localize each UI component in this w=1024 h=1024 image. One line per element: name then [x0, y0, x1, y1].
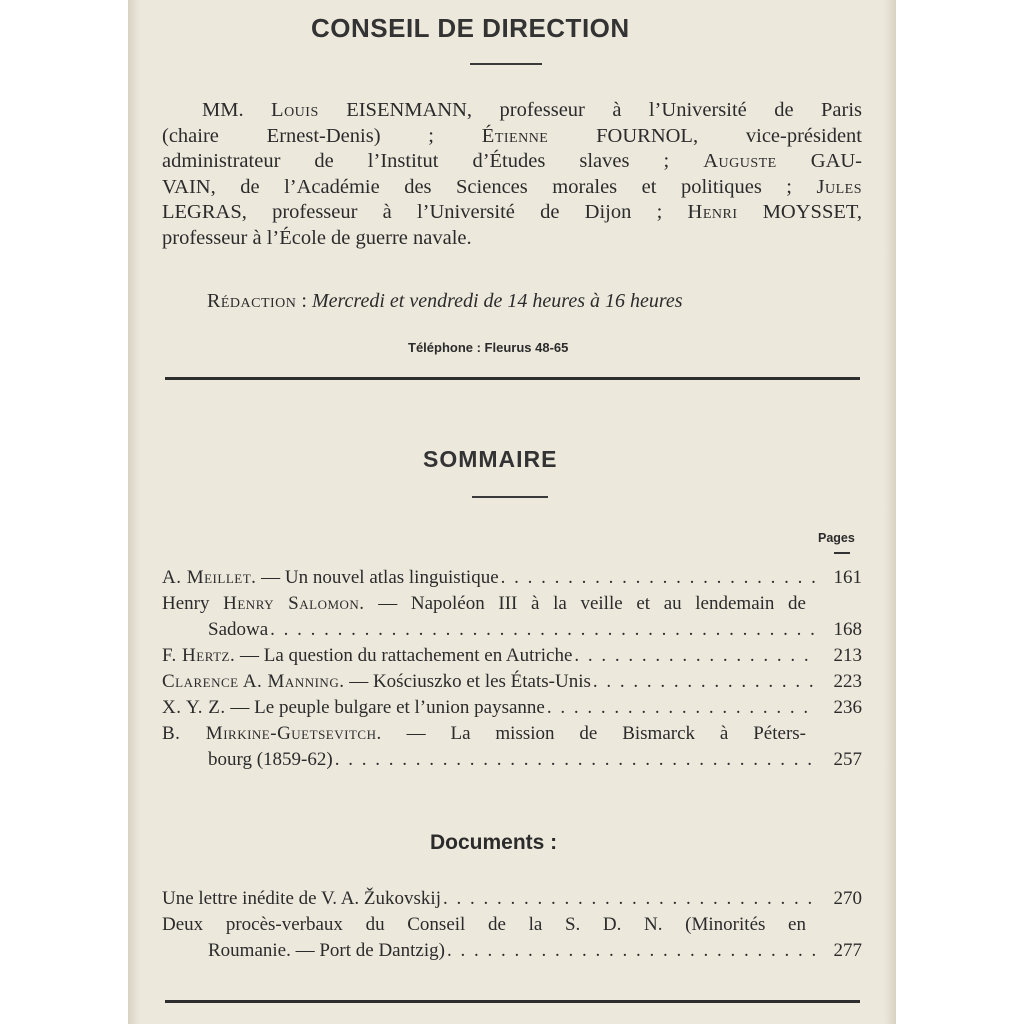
conseil-title: CONSEIL DE DIRECTION	[311, 13, 630, 43]
toc-entry: Clarence A. Manning. — Kościuszko et les États-Unis . . . 223	[162, 669, 862, 695]
redaction-label: Rédaction	[207, 290, 297, 312]
doc-page-number: 270	[833, 888, 862, 909]
doc-page-number: 277	[833, 940, 862, 961]
conseil-members	[162, 98, 862, 251]
doc-entry: Une lettre inédite de V. A. Žukovskij . . . 270	[162, 886, 862, 912]
toc-entry: X. Y. Z. — Le peuple bulgare et l’union paysanne . . . 236	[162, 695, 862, 721]
conseil-line-5: LEGRAS, professeur à l’Université de Dijon ; Henri MOYSSET,	[162, 201, 862, 223]
conseil-line-6: professeur à l’École de guerre navale.	[162, 226, 472, 249]
sommaire-title-rule	[472, 496, 548, 498]
toc-page-number: 236	[833, 697, 862, 718]
sommaire-list: A. Meillet. — Un nouvel atlas linguistique . . . 161 Henry Henry Salomon. — Napoléon III à la veille et au lendemain de Sadowa . . . 168 F. Hertz. — La question du rattachement en Autriche . . . 213 Clarence A. Manning. — Kościuszko et les États-Unis . . . 223 X. Y. Z. — Le peuple bulgare et l’union paysanne . . . 236 B. Mirkine-Guetsevitch. — La mission de Bismarck à Péters- bourg (1859-62) . . . 257	[162, 565, 862, 773]
toc-page-number: 161	[833, 567, 862, 588]
conseil-line-2: (chaire Ernest-Denis) ; Étienne FOURNOL, vice-président	[162, 124, 862, 147]
section-divider-top	[165, 377, 860, 380]
page-edge-left	[128, 0, 140, 1024]
sommaire-title: SOMMAIRE	[423, 446, 558, 472]
toc-entry: Henry Henry Salomon. — Napoléon III à la veille et au lendemain de	[162, 593, 806, 614]
conseil-line-4: VAIN, de l’Académie des Sciences morales et politiques ; Jules	[162, 175, 862, 198]
documents-title: Documents :	[430, 831, 558, 854]
toc-page-number: 213	[833, 645, 862, 666]
section-divider-bottom	[165, 1000, 860, 1003]
doc-entry: Deux procès-verbaux du Conseil de la S. D. N. (Minorités en	[162, 914, 806, 935]
page-edge-right	[884, 0, 896, 1024]
redaction-text: Mercredi et vendredi de 14 heures à 16 heures	[311, 290, 683, 312]
redaction-hours: Rédaction : Mercredi et vendredi de 14 heures à 16 heures	[207, 290, 683, 312]
conseil-title-rule	[470, 63, 542, 65]
toc-entry: B. Mirkine-Guetsevitch. — La mission de Bismarck à Péters-	[162, 723, 806, 744]
conseil-line-3: administrateur de l’Institut d’Études slaves ; Auguste GAU-	[162, 150, 863, 172]
toc-page-number: 257	[833, 749, 862, 770]
toc-entry: A. Meillet. — Un nouvel atlas linguistique . . . 161	[162, 565, 862, 591]
documents-list: Une lettre inédite de V. A. Žukovskij . . . 270 Deux procès-verbaux du Conseil de la S. D. N. (Minorités en Roumanie. — Port de Dantzig) . . . 277	[162, 886, 862, 964]
toc-entry: F. Hertz. — La question du rattachement en Autriche . . . 213	[162, 643, 862, 669]
telephone: Téléphone : Fleurus 48-65	[408, 340, 569, 355]
pages-column-tick	[834, 552, 850, 554]
toc-page-number: 168	[833, 619, 862, 640]
pages-column-label: Pages	[818, 531, 855, 545]
conseil-line-1: MM. Louis EISENMANN, professeur à l’Université de Paris	[202, 99, 863, 121]
toc-page-number: 223	[833, 671, 862, 692]
